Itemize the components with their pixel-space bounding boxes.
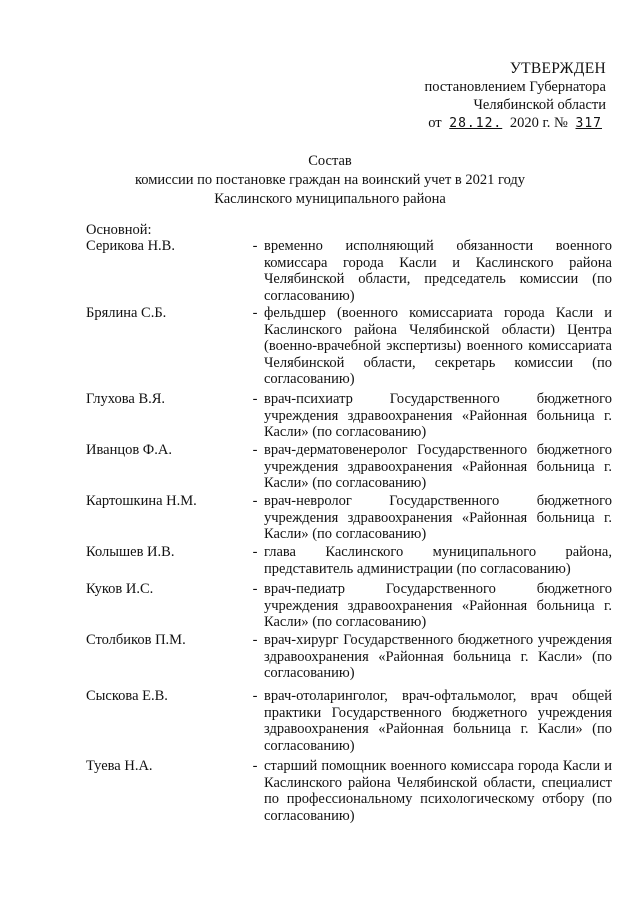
title-line-1: Состав [308,153,352,169]
member-name: Брялина С.Б. [86,305,167,321]
member-row [86,758,612,828]
member-role: временно исполняющий обязанности военного комиссара города Касли и Каслинского района Челябинской области, председатель комиссии (по согласованию) [264,238,612,304]
member-dash: - [252,305,258,321]
approval-line-1: постановлением Губернатора [424,79,606,95]
member-role: врач-дерматовенеролог Государственного бюджетного учреждения здравоохранения «Районная больница г. Касли» (по согласованию) [264,442,612,492]
member-dash: - [252,581,258,597]
member-dash: - [252,544,258,560]
member-name: Колышев И.В. [86,544,175,560]
member-dash: - [252,688,258,704]
member-row [86,305,612,391]
member-dash: - [252,493,258,509]
approval-block [376,60,606,133]
member-role: врач-хирург Государственного бюджетного учреждения здравоохранения «Районная больница г. Касли» (по согласованию) [264,632,612,682]
member-name: Картошкина Н.М. [86,493,197,509]
member-role: врач-педиатр Государственного бюджетного учреждения здравоохранения «Районная больница г. Касли» (по согласованию) [264,581,612,631]
document-title [60,152,600,209]
member-name: Сыскова Е.В. [86,688,168,704]
member-role: старший помощник военного комиссара города Касли и Каслинского района Челябинской области, специалист по профессиональному психологическому отбору (по согласованию) [264,758,612,824]
date-prefix: от [428,115,442,131]
member-role: глава Каслинского муниципального района, представитель администрации (по согласованию) [264,544,612,577]
member-row [86,632,612,688]
date-value: 28.12. [449,116,503,131]
member-role: фельдшер (военного комиссариата города Касли и Каслинского района Челябинской области) Центра (военно-врачебной экспертизы) военного комиссариата Челябинской области, секретарь комиссии (по согласованию) [264,305,612,388]
document-number: 317 [575,116,602,131]
date-middle: 2020 г. № [509,115,568,131]
member-row [86,238,612,305]
member-role: врач-психиатр Государственного бюджетного учреждения здравоохранения «Районная больница г. Касли» (по согласованию) [264,391,612,441]
members-list [86,238,612,828]
member-name: Серикова Н.В. [86,238,175,254]
approval-line-2: Челябинской области [473,97,606,113]
member-role: врач-отоларинголог, врач-офтальмолог, врач общей практики Государственного бюджетного учреждения здравоохранения «Районная больница г. Касли» (по согласованию) [264,688,612,754]
member-role: врач-невролог Государственного бюджетного учреждения здравоохранения «Районная больница г. Касли» (по согласованию) [264,493,612,543]
title-line-3: Каслинского муниципального района [214,191,446,207]
member-row [86,581,612,632]
member-row [86,391,612,442]
section-label: Основной: [86,222,152,238]
member-row [86,493,612,544]
title-line-2: комиссии по постановке граждан на воинский учет в 2021 году [134,172,526,188]
member-dash: - [252,238,258,254]
approved-heading: УТВЕРЖДЕН [509,60,606,77]
member-name: Туева Н.А. [86,758,153,774]
member-dash: - [252,391,258,407]
approval-date-line [376,114,606,133]
member-name: Столбиков П.М. [86,632,186,648]
member-row [86,544,612,581]
member-dash: - [252,758,258,774]
member-name: Куков И.С. [86,581,154,597]
member-row [86,442,612,493]
member-dash: - [252,442,258,458]
member-name: Иванцов Ф.А. [86,442,172,458]
member-row [86,688,612,758]
member-name: Глухова В.Я. [86,391,166,407]
member-dash: - [252,632,258,648]
